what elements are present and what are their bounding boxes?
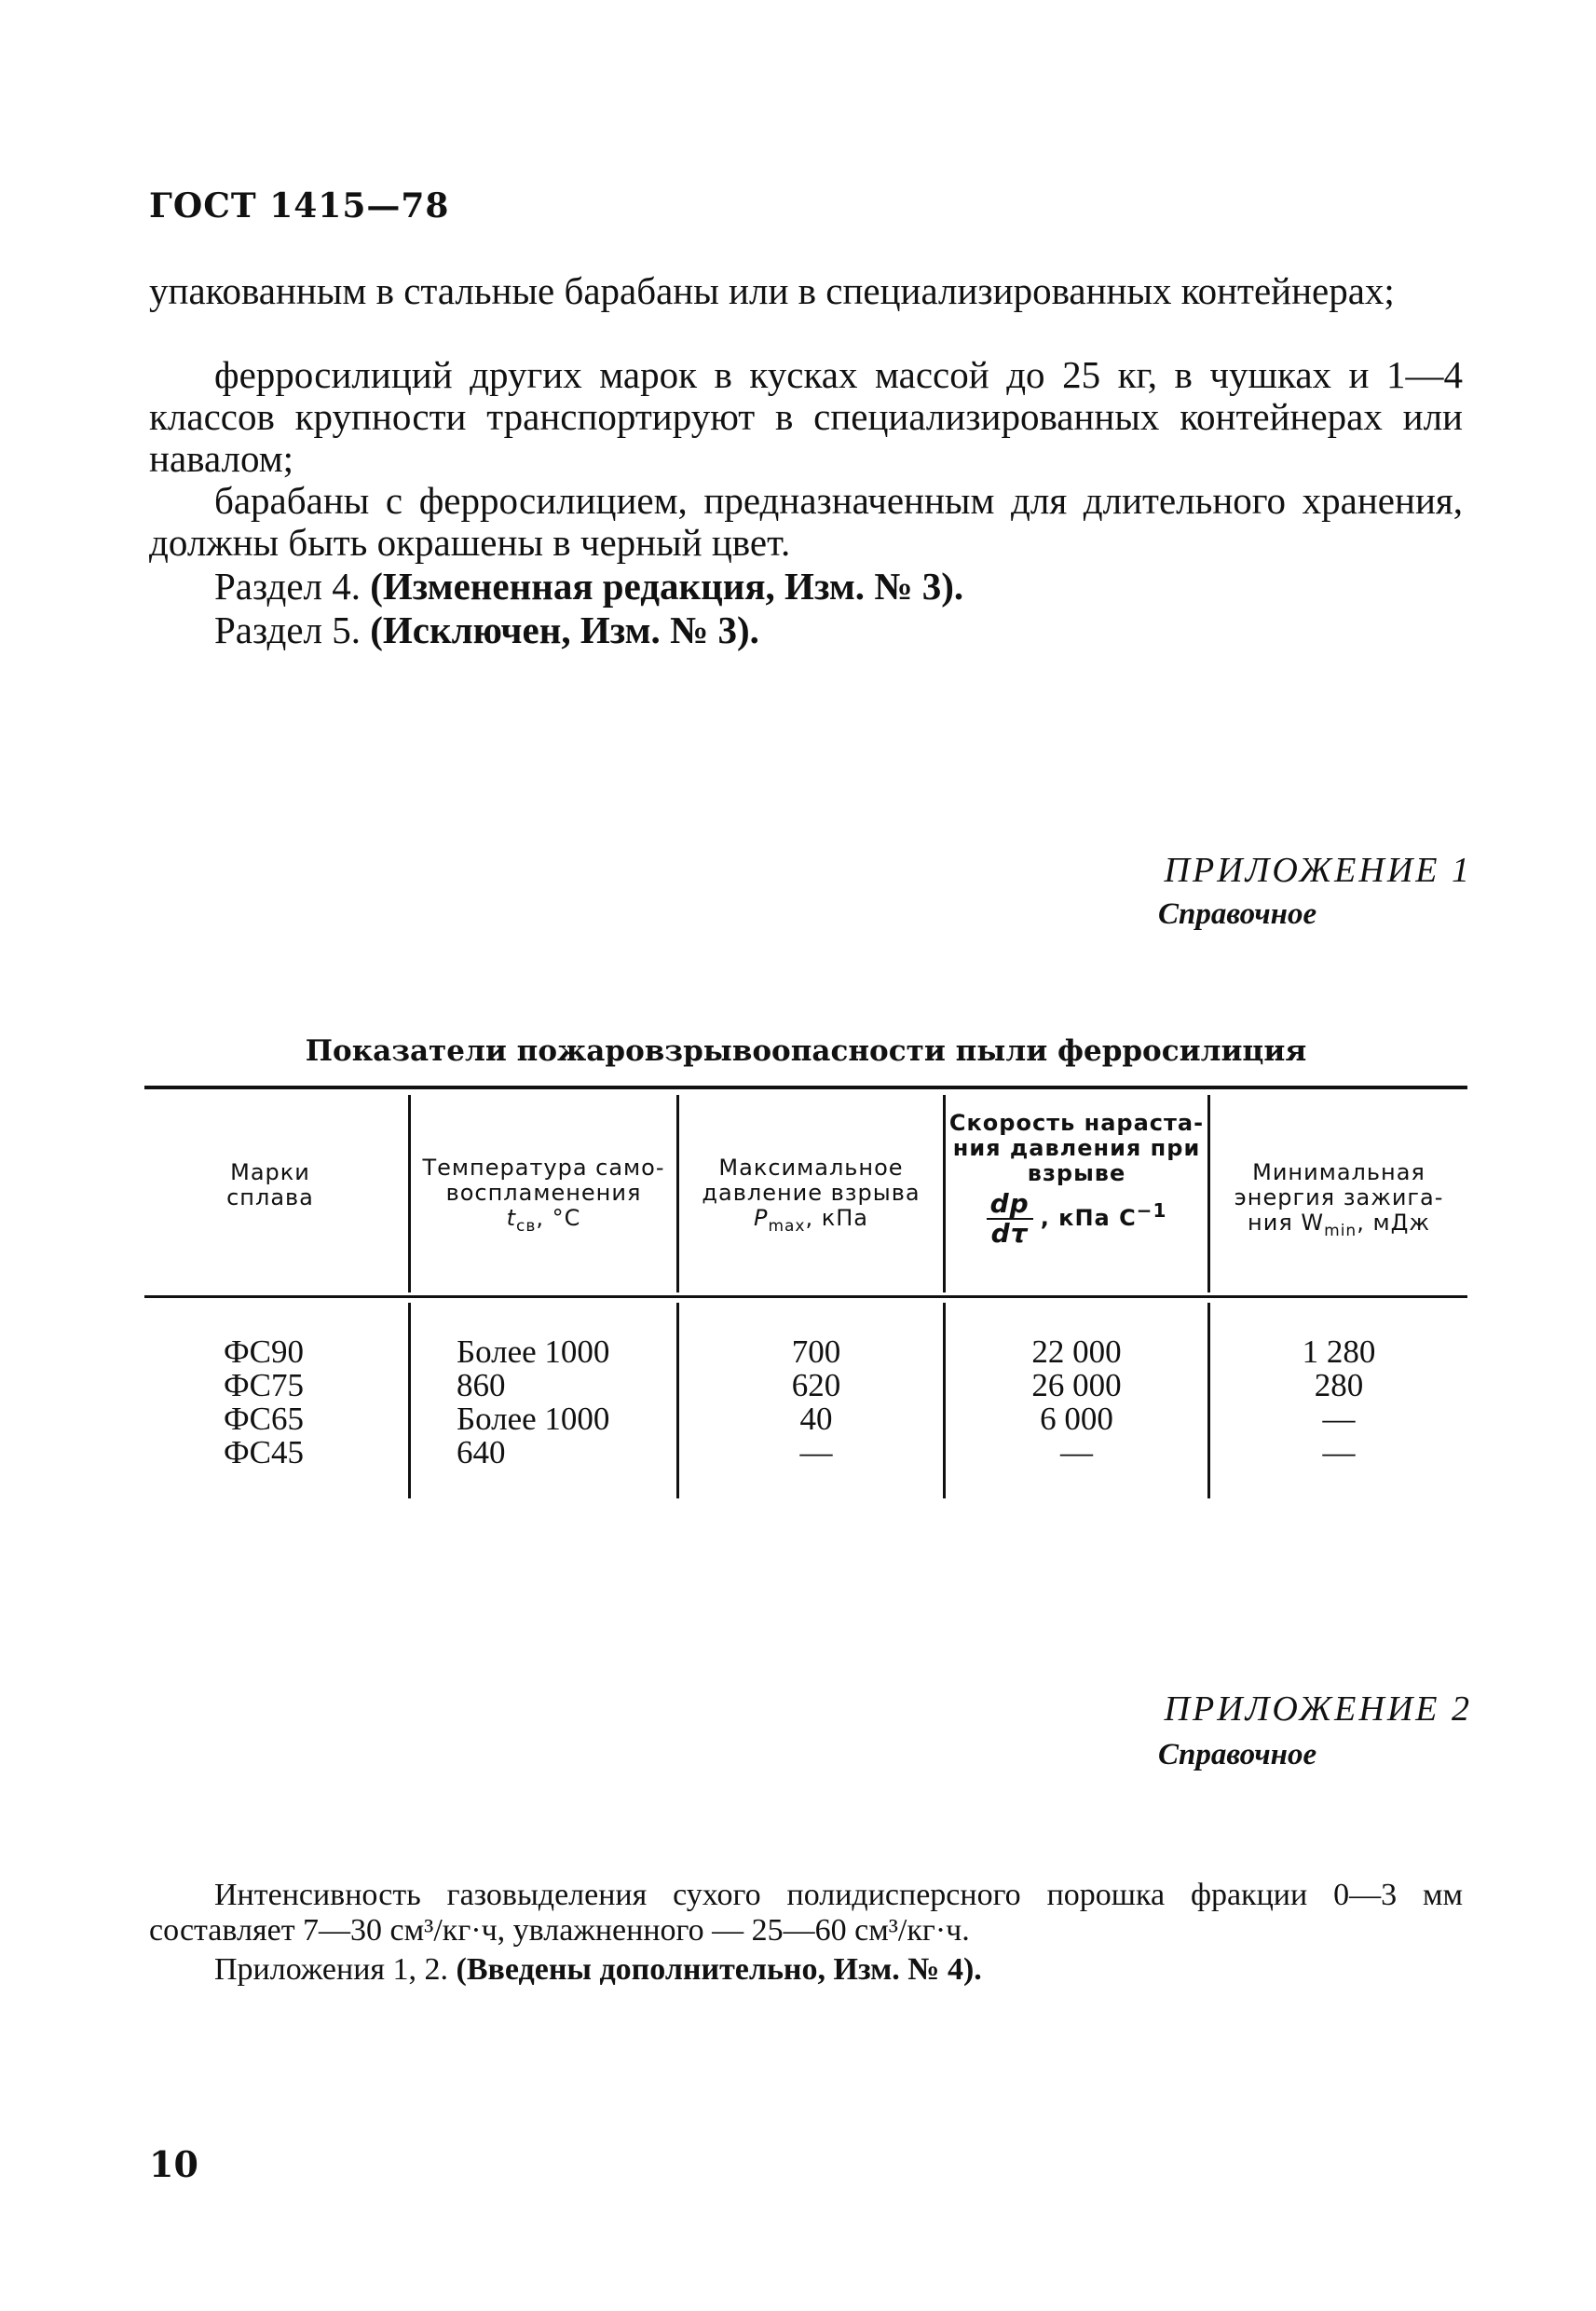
header-pressure-line1: Максимальное xyxy=(718,1155,904,1181)
table-cell: — xyxy=(1322,1434,1356,1470)
paragraph-drums: барабаны с ферросилицием, предназначенным для длительного хранения, должны быть окрашены в черный цвет. xyxy=(149,479,1463,564)
table-cell: Более 1000 xyxy=(457,1401,610,1437)
header-ignition-line2: воспламенения xyxy=(445,1180,642,1206)
table-cell: ФС45 xyxy=(224,1434,304,1470)
header-rate-line2: ния давления при xyxy=(952,1135,1201,1161)
header-min-ignition-energy xyxy=(1210,1160,1467,1244)
appendix-note-change: (Введены дополнительно, Изм. № 4). xyxy=(456,1952,982,1987)
section-4-change: (Измененная редакция, Изм. № 3). xyxy=(370,565,964,608)
table-cell: 620 xyxy=(791,1367,841,1403)
header-rate-formula: $\frac{dp}{d\tau}$ , кПа $С^{-1}$ xyxy=(946,1190,1207,1248)
table-cell: 700 xyxy=(791,1333,841,1370)
table-cell: ФС65 xyxy=(224,1401,304,1437)
paragraph-other-grades: ферросилиций других марок в кусках массой до 25 кг, в чушках и 1—4 классов крупности транспортируют в специализированных контейнерах или навалом; xyxy=(149,353,1463,480)
appendix-1-title: ПРИЛОЖЕНИЕ 1 xyxy=(1164,851,1472,890)
appendix-note xyxy=(214,1952,982,1988)
header-ignition-temperature xyxy=(411,1156,676,1239)
header-energy-line2: энергия зажига- xyxy=(1234,1184,1444,1210)
section-4-label: Раздел 4. xyxy=(214,565,361,608)
table-col-pressure xyxy=(690,1335,942,1470)
table-header-rule xyxy=(144,1295,1467,1298)
table-col-grade xyxy=(224,1335,304,1470)
header-ignition-symbol: $t_{св}$, °С xyxy=(506,1205,581,1236)
table-cell: 1 280 xyxy=(1302,1333,1376,1370)
appendix-1-subtitle: Справочное xyxy=(1158,897,1317,931)
header-rate-line1: Скорость нараста- xyxy=(948,1110,1205,1136)
header-alloy-grade: Марки сплава xyxy=(226,1159,314,1210)
table-col-energy xyxy=(1210,1335,1467,1470)
table-top-rule xyxy=(144,1086,1467,1089)
section-5-note xyxy=(214,608,759,652)
header-energy-line1: Минимальная xyxy=(1252,1159,1425,1185)
header-pressure-symbol: $P_{max}$, кПа xyxy=(753,1205,869,1236)
table-cell: 26 000 xyxy=(1031,1367,1122,1403)
section-4-note xyxy=(214,564,963,609)
section-5-change: (Исключен, Изм. № 3). xyxy=(370,609,759,651)
derivative-fraction: $\frac{dp}{d\tau}$ xyxy=(987,1190,1033,1248)
table-cell: — xyxy=(1322,1401,1356,1437)
header-ignition-line1: Температура само- xyxy=(422,1155,665,1181)
header-max-pressure xyxy=(679,1156,943,1239)
table-cell: 860 xyxy=(457,1367,506,1403)
header-rate-line3: взрыве xyxy=(1027,1160,1126,1186)
appendix-2-subtitle: Справочное xyxy=(1158,1738,1317,1771)
table-col-temperature xyxy=(457,1335,609,1470)
table-col-rate xyxy=(946,1335,1207,1470)
header-pressure-rise-rate xyxy=(946,1111,1207,1248)
table-cell: — xyxy=(799,1434,833,1470)
table-body-divider-2 xyxy=(676,1303,679,1498)
table-cell: 640 xyxy=(457,1434,506,1470)
paragraph-packaging: упакованным в стальные барабаны или в специализированных контейнерах; xyxy=(149,269,1395,312)
appendix-2-text: Интенсивность газовыделения сухого полидисперсного порошка фракции 0—3 мм составляет 7—30 см³/кг·ч, увлажненного — 25—60 см³/кг·ч. xyxy=(149,1878,1463,1948)
table-cell: Более 1000 xyxy=(457,1333,610,1370)
table-cell: 6 000 xyxy=(1040,1401,1113,1437)
table-body-divider-1 xyxy=(408,1303,411,1498)
header-pressure-line2: давление взрыва xyxy=(702,1180,921,1206)
appendix-note-label: Приложения 1, 2. xyxy=(214,1952,449,1987)
table-cell: ФС75 xyxy=(224,1367,304,1403)
header-energy-symbol: ния $W_{min}$, мДж xyxy=(1248,1210,1430,1240)
table-cell: 280 xyxy=(1314,1367,1364,1403)
page-number: 10 xyxy=(149,2143,198,2185)
document-header: ГОСТ 1415—78 xyxy=(149,186,450,226)
appendix-2-title: ПРИЛОЖЕНИЕ 2 xyxy=(1164,1689,1472,1729)
table-cell: 22 000 xyxy=(1031,1333,1122,1370)
section-5-label: Раздел 5. xyxy=(214,609,361,651)
table-cell: — xyxy=(1060,1434,1093,1470)
table-cell: ФС90 xyxy=(224,1333,304,1370)
table-title: Показатели пожаровзрывоопасности пыли ферросилиция xyxy=(305,1034,1307,1068)
table-cell: 40 xyxy=(799,1401,833,1437)
